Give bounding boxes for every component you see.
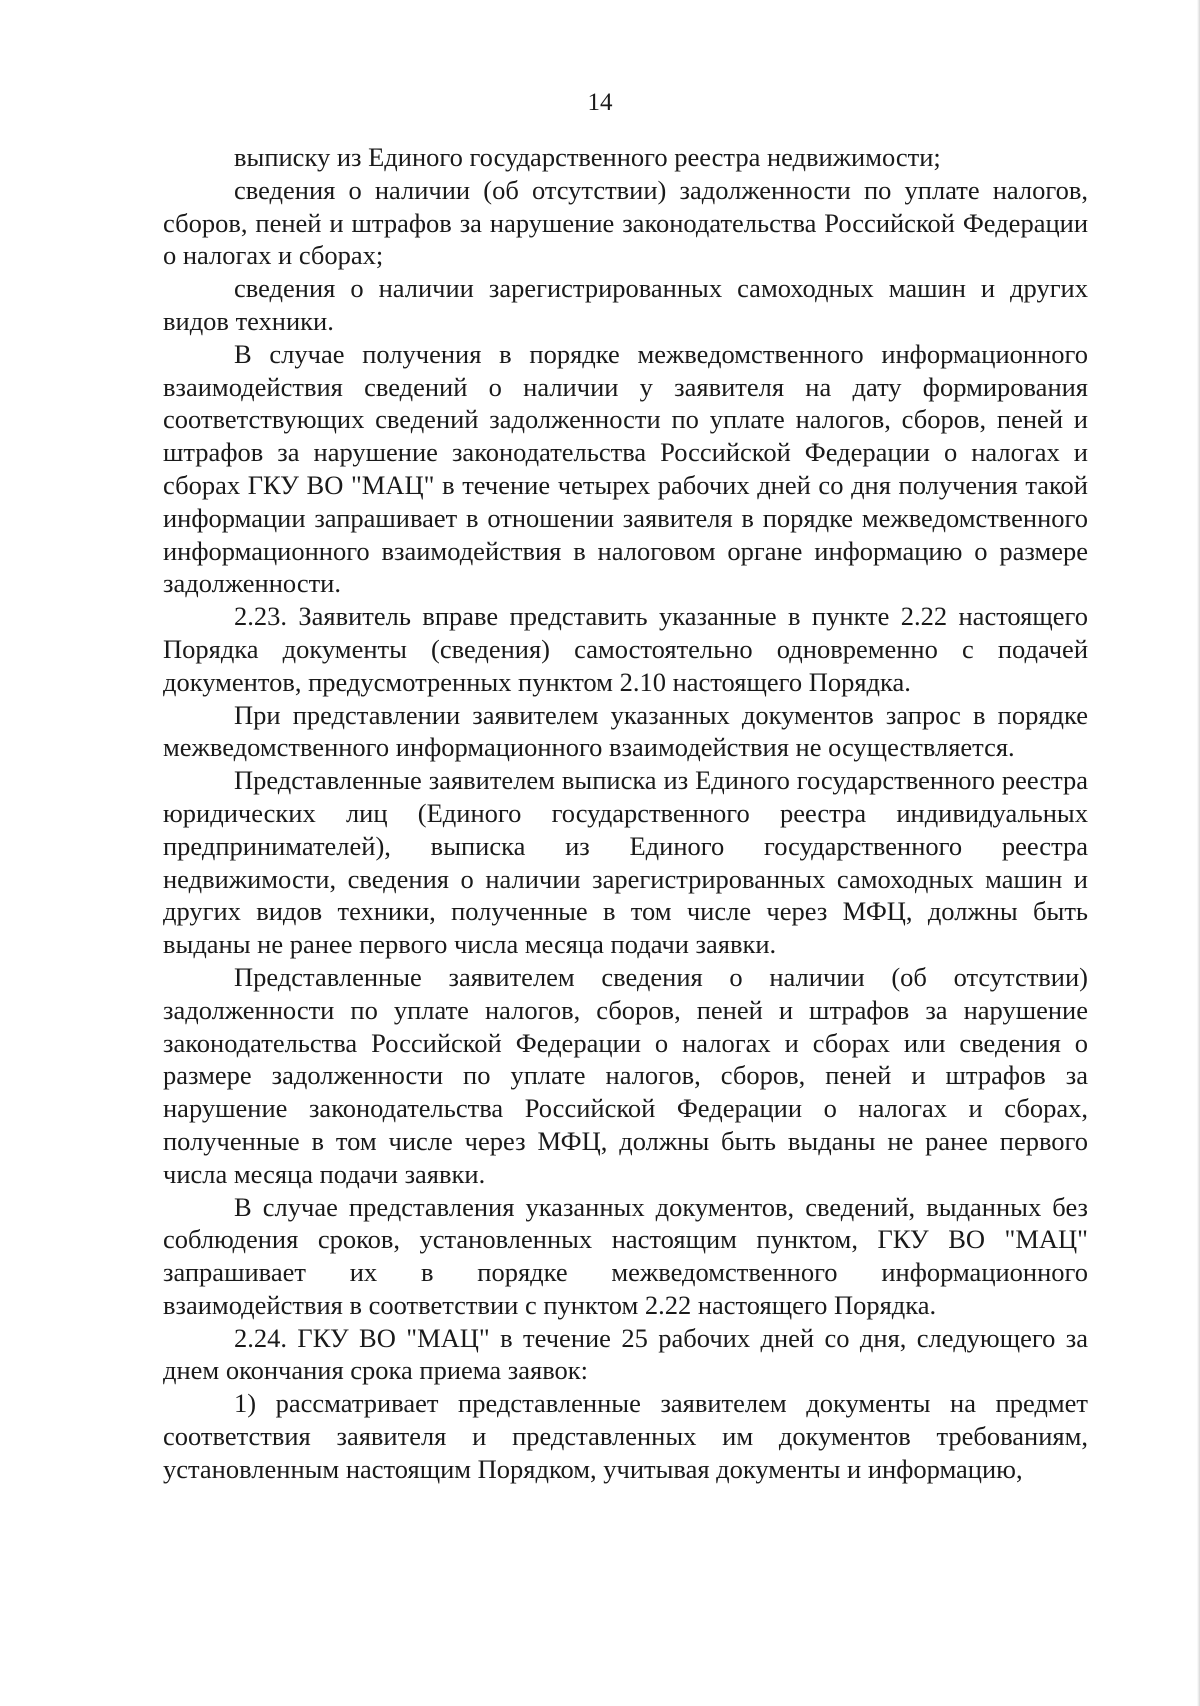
paragraph-tax-debt-info: сведения о наличии (об отсутствии) задолженности по уплате налогов, сборов, пеней и штрафов за нарушение законодательства Российской Федерации о налогах и сборах; [163,174,1088,271]
paragraph-egrn-extract: выписку из Единого государственного реестра недвижимости; [234,142,941,172]
paragraph-clause-2-23: 2.23. Заявитель вправе представить указанные в пункте 2.22 настоящего Порядка документы (сведения) самостоятельно одновременно с подачей документов, предусмотренных пунктом 2.10 настоящего Порядка. [163,601,1088,697]
page-number: 14 [587,89,613,116]
paragraph-clause-2-24: 2.24. ГКУ ВО "МАЦ" в течение 25 рабочих дней со дня, следующего за днем окончания срока приема заявок: [163,1322,1088,1386]
paragraph-item-1: 1) рассматривает представленные заявителем документы на предмет соответствия заявителя и представленных им документов требованиям, установленным настоящим Порядком, учитывая документы и информацию, [163,1388,1088,1484]
paragraph-no-request: При представлении заявителем указанных документов запрос в порядке межведомственного информационного взаимодействия не осуществляется. [163,699,1088,763]
paragraph-machinery-info: сведения о наличии зарегистрированных самоходных машин и других видов техники. [163,273,1088,336]
paragraph-extract-dates: Представленные заявителем выписка из Единого государственного реестра юридических лиц (Единого государственного реестра индивидуальных предпринимателей), выписка из Единого государственного реестра недвижимости, сведения о наличии зарегистрированных самоходных машин и других видов техники, полученные в том числе через МФЦ, должны быть выданы не ранее первого числа месяца подачи заявки. [163,765,1088,960]
paragraph-tax-info-dates: Представленные заявителем сведения о наличии (об отсутствии) задолженности по уплате налогов, сборов, пеней и штрафов за нарушение законодательства Российской Федерации о налогах и сборах или сведения о размере задолженности по уплате налогов, сборов, пеней и штрафов за нарушение законодательства Российской Федерации о налогах и сборах, полученные в том числе через МФЦ, должны быть выданы не ранее первого числа месяца подачи заявки. [163,961,1088,1189]
paragraph-interagency-request: В случае получения в порядке межведомственного информационного взаимодействия сведений о наличии у заявителя на дату формирования соответствующих сведений задолженности по уплате налогов, сборов, пеней и штрафов за нарушение законодательства Российской Федерации о налогах и сборах ГКУ ВО "МАЦ" в течение четырех рабочих дней со дня получения такой информации запрашивает в отношении заявителя в порядке межведомственного информационного взаимодействия в налоговом органе информацию о размере задолженности. [163,338,1088,599]
document-body [163,141,1088,1486]
paragraph-late-documents: В случае представления указанных документов, сведений, выданных без соблюдения сроков, установленных настоящим пунктом, ГКУ ВО "МАЦ" запрашивает их в порядке межведомственного информационного взаимодействия в соответствии с пунктом 2.22 настоящего Порядка. [163,1191,1088,1320]
